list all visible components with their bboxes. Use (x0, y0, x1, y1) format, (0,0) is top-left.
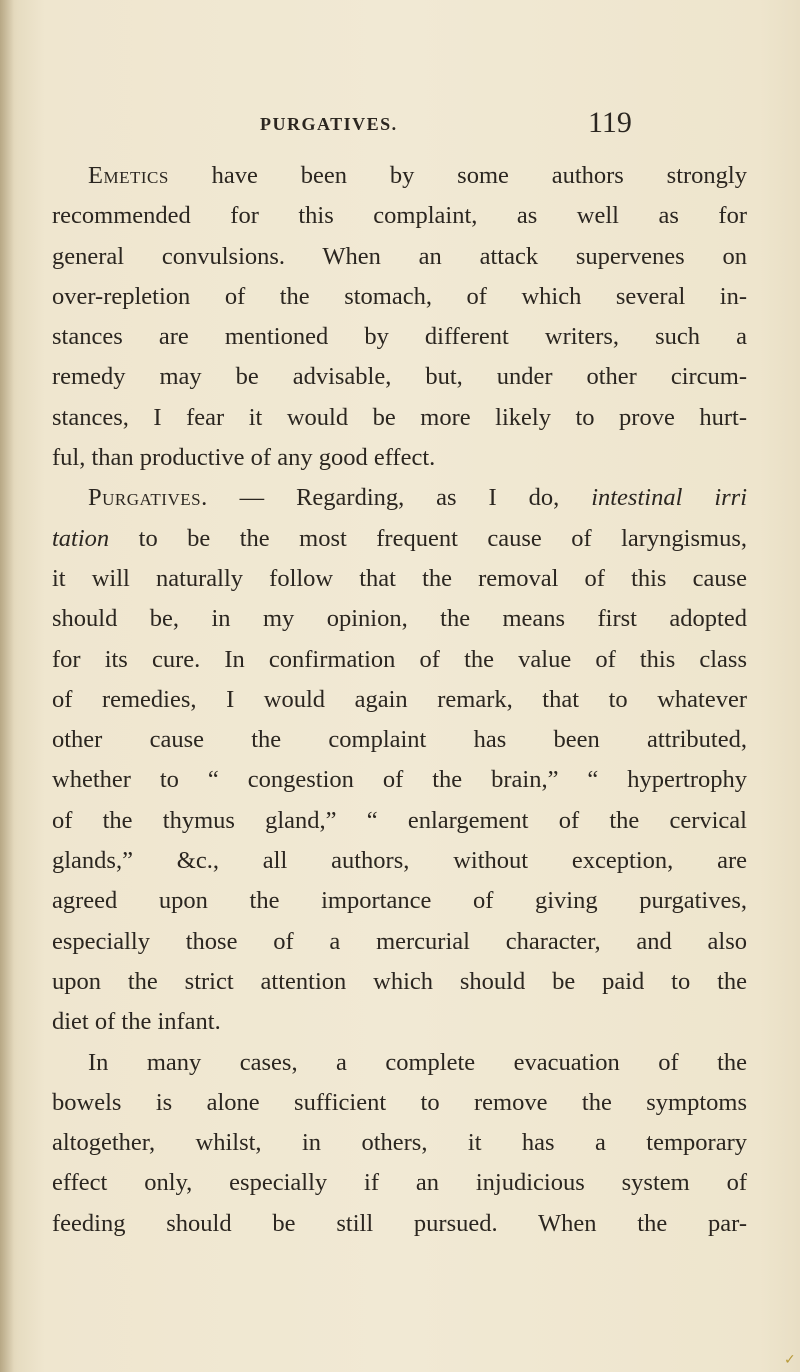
text-line: for its cure. In confirmation of the value of this class (52, 645, 747, 673)
text-line: effect only, especially if an injudicious system of (52, 1169, 747, 1197)
paragraph-lead: Emetics (88, 162, 169, 189)
text-line: bowels is alone sufficient to remove the symptoms (52, 1088, 747, 1116)
text-line: of remedies, I would again remark, that to whatever (52, 685, 747, 713)
italic-term: tation (52, 524, 110, 552)
text-line: upon the strict attention which should be paid to the (52, 967, 747, 995)
text-line: diet of the infant. (52, 1008, 221, 1036)
body-text (52, 156, 747, 1244)
running-head: PURGATIVES. (260, 114, 398, 134)
text-line: recommended for this complaint, as well as for (52, 202, 747, 230)
text-line: stances, I fear it would be more likely to prove hurt- (52, 403, 747, 431)
paragraph-lead: Purgatives. (88, 484, 208, 512)
text-line: stances are mentioned by different writers, such a (52, 323, 747, 351)
text-line: it will naturally follow that the removal of this cause (52, 564, 747, 592)
page-number: 119 (588, 106, 632, 139)
text-line: feeding should be still pursued. When the par- (52, 1209, 747, 1237)
text-line: agreed upon the importance of giving purgatives, (52, 887, 747, 915)
text-line: ful, than productive of any good effect. (52, 444, 436, 472)
text-line: altogether, whilst, in others, it has a temporary (52, 1129, 747, 1157)
text-line: should be, in my opinion, the means first adopted (52, 605, 747, 633)
text-line: tation to be the most frequent cause of laryngismus, (52, 524, 747, 552)
text-line: glands,” &c., all authors, without exception, are (52, 847, 747, 875)
text-line: Purgatives. — Regarding, as I do, intestinal irri (88, 484, 747, 512)
text-line: other cause the complaint has been attributed, (52, 726, 747, 754)
corner-tick-mark: ✓ (784, 1352, 796, 1368)
text-line: over-repletion of the stomach, of which several in- (52, 282, 747, 310)
italic-term: intestinal irri (591, 484, 747, 512)
page-header (230, 106, 630, 146)
text-line: In many cases, a complete evacuation of the (88, 1048, 747, 1076)
text-line: Emetics have been by some authors strongly (88, 162, 747, 189)
binding-shadow (0, 0, 14, 1372)
text-line: remedy may be advisable, but, under other circum- (52, 363, 747, 391)
text-line: especially those of a mercurial character, and also (52, 927, 747, 955)
text-line: of the thymus gland,” “ enlargement of the cervical (52, 806, 747, 834)
text-line: general convulsions. When an attack supervenes on (52, 242, 747, 270)
text-line: whether to “ congestion of the brain,” “ hypertrophy (52, 766, 747, 794)
